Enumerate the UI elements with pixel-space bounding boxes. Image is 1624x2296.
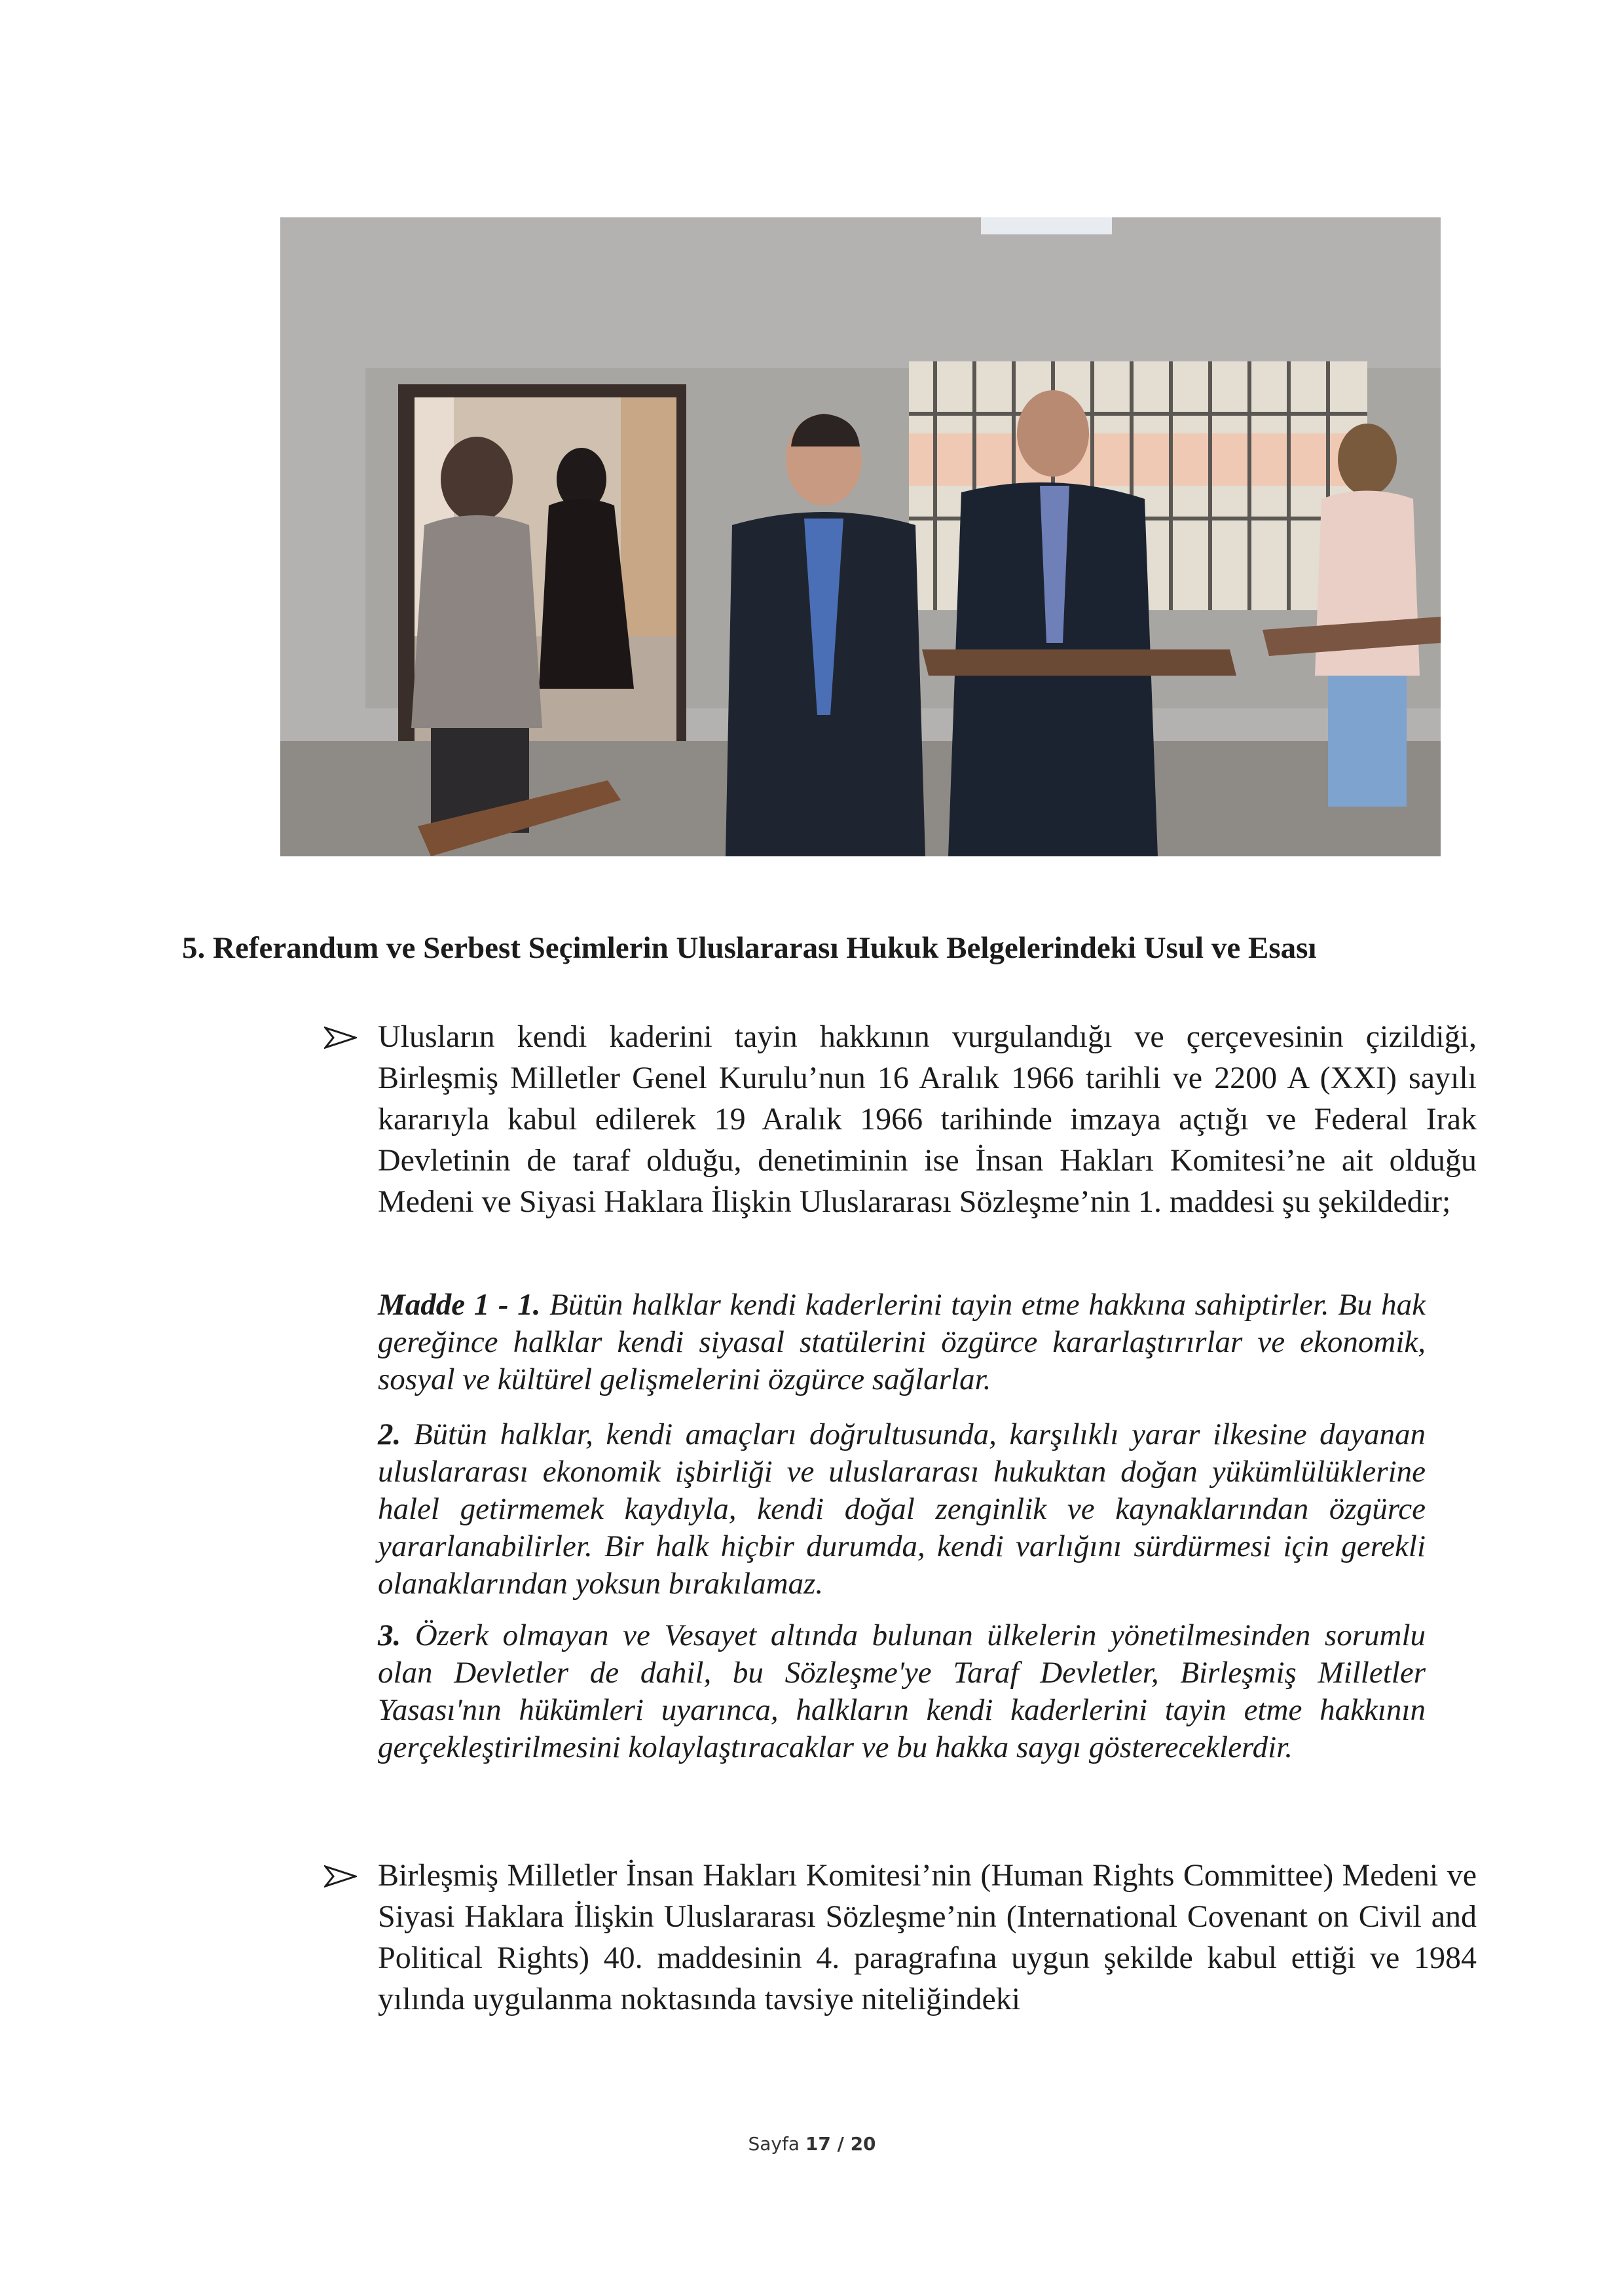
total-pages: 20: [850, 2133, 876, 2155]
article-paragraph-1: [378, 1286, 1426, 1398]
section-heading: 5. Referandum ve Serbest Seçimlerin Uluslararası Hukuk Belgelerindeki Usul ve Esası: [182, 931, 1317, 965]
article-lead-1: Madde 1 - 1.: [378, 1288, 541, 1322]
article-lead-2: 2.: [378, 1417, 401, 1451]
photograph: [280, 217, 1441, 856]
article-paragraph-3: [378, 1617, 1426, 1766]
article-text-1: Bütün halklar kendi kaderlerini tayin etme hakkına sahiptirler. Bu hak gereğince halklar kendi siyasal statülerini özgürce kararlaştırırlar ve ekonomik, sosyal ve kültürel gelişmelerini özgürce sağlarlar.: [378, 1288, 1426, 1396]
page-prefix: Sayfa: [748, 2133, 805, 2155]
article-lead-3: 3.: [378, 1618, 401, 1652]
article-text-3: Özerk olmayan ve Vesayet altında bulunan ülkelerin yönetilmesinden sorumlu olan Devletler de dahil, bu Sözleşme'ye Taraf Devletler, Birleşmiş Milletler Yasası'nın hükümleri uyarınca, halkların kendi kaderlerini tayin etme hakkının gerçekleştirilmesini kolaylaştıracaklar ve bu hakka saygı göstereceklerdir.: [378, 1618, 1426, 1764]
page-number: [0, 2133, 1624, 2155]
photo-illustration: [280, 217, 1441, 856]
arrowhead-bullet-icon: [324, 1016, 357, 1059]
bullet-item: [324, 1016, 1477, 1222]
bullet-text: Birleşmiş Milletler İnsan Hakları Komitesi’nin (Human Rights Committee) Medeni ve Siyasi Haklara İlişkin Uluslararası Sözleşme’nin (International Covenant on Civil and Political Rights) 40. maddesinin 4. paragrafına uygun şekilde kabul ettiği ve 1984 yılında uygulanma noktasında tavsiye niteliğindeki: [378, 1858, 1477, 2016]
current-page: 17: [805, 2133, 831, 2155]
page-separator: /: [830, 2133, 851, 2155]
article-paragraph-2: [378, 1416, 1426, 1603]
article-text-2: Bütün halklar, kendi amaçları doğrultusunda, karşılıklı yarar ilkesine dayanan uluslararası ekonomik işbirliği ve uluslararası hukuktan doğan yükümlülüklerine halel getirmemek kaydıyla, kendi doğal zenginlik ve kaynaklarından özgürce yararlanabilirler. Bir halk hiçbir durumda, kendi varlığını sürdürmesi için gerekli olanaklarından yoksun bırakılamaz.: [378, 1417, 1426, 1601]
arrowhead-bullet-icon: [324, 1855, 357, 1898]
bullet-item: [324, 1855, 1477, 2020]
bullet-text: Ulusların kendi kaderini tayin hakkının vurgulandığı ve çerçevesinin çizildiği, Birleşmiş Milletler Genel Kurulu’nun 16 Aralık 1966 tarihli ve 2200 A (XXI) sayılı kararıyla kabul edilerek 19 Aralık 1966 tarihinde imzaya açtığı ve Federal Irak Devletinin de taraf olduğu, denetiminin ise İnsan Hakları Komitesi’ne ait olduğu Medeni ve Siyasi Haklara İlişkin Uluslararası Sözleşme’nin 1. maddesi şu şekildedir;: [378, 1019, 1477, 1219]
